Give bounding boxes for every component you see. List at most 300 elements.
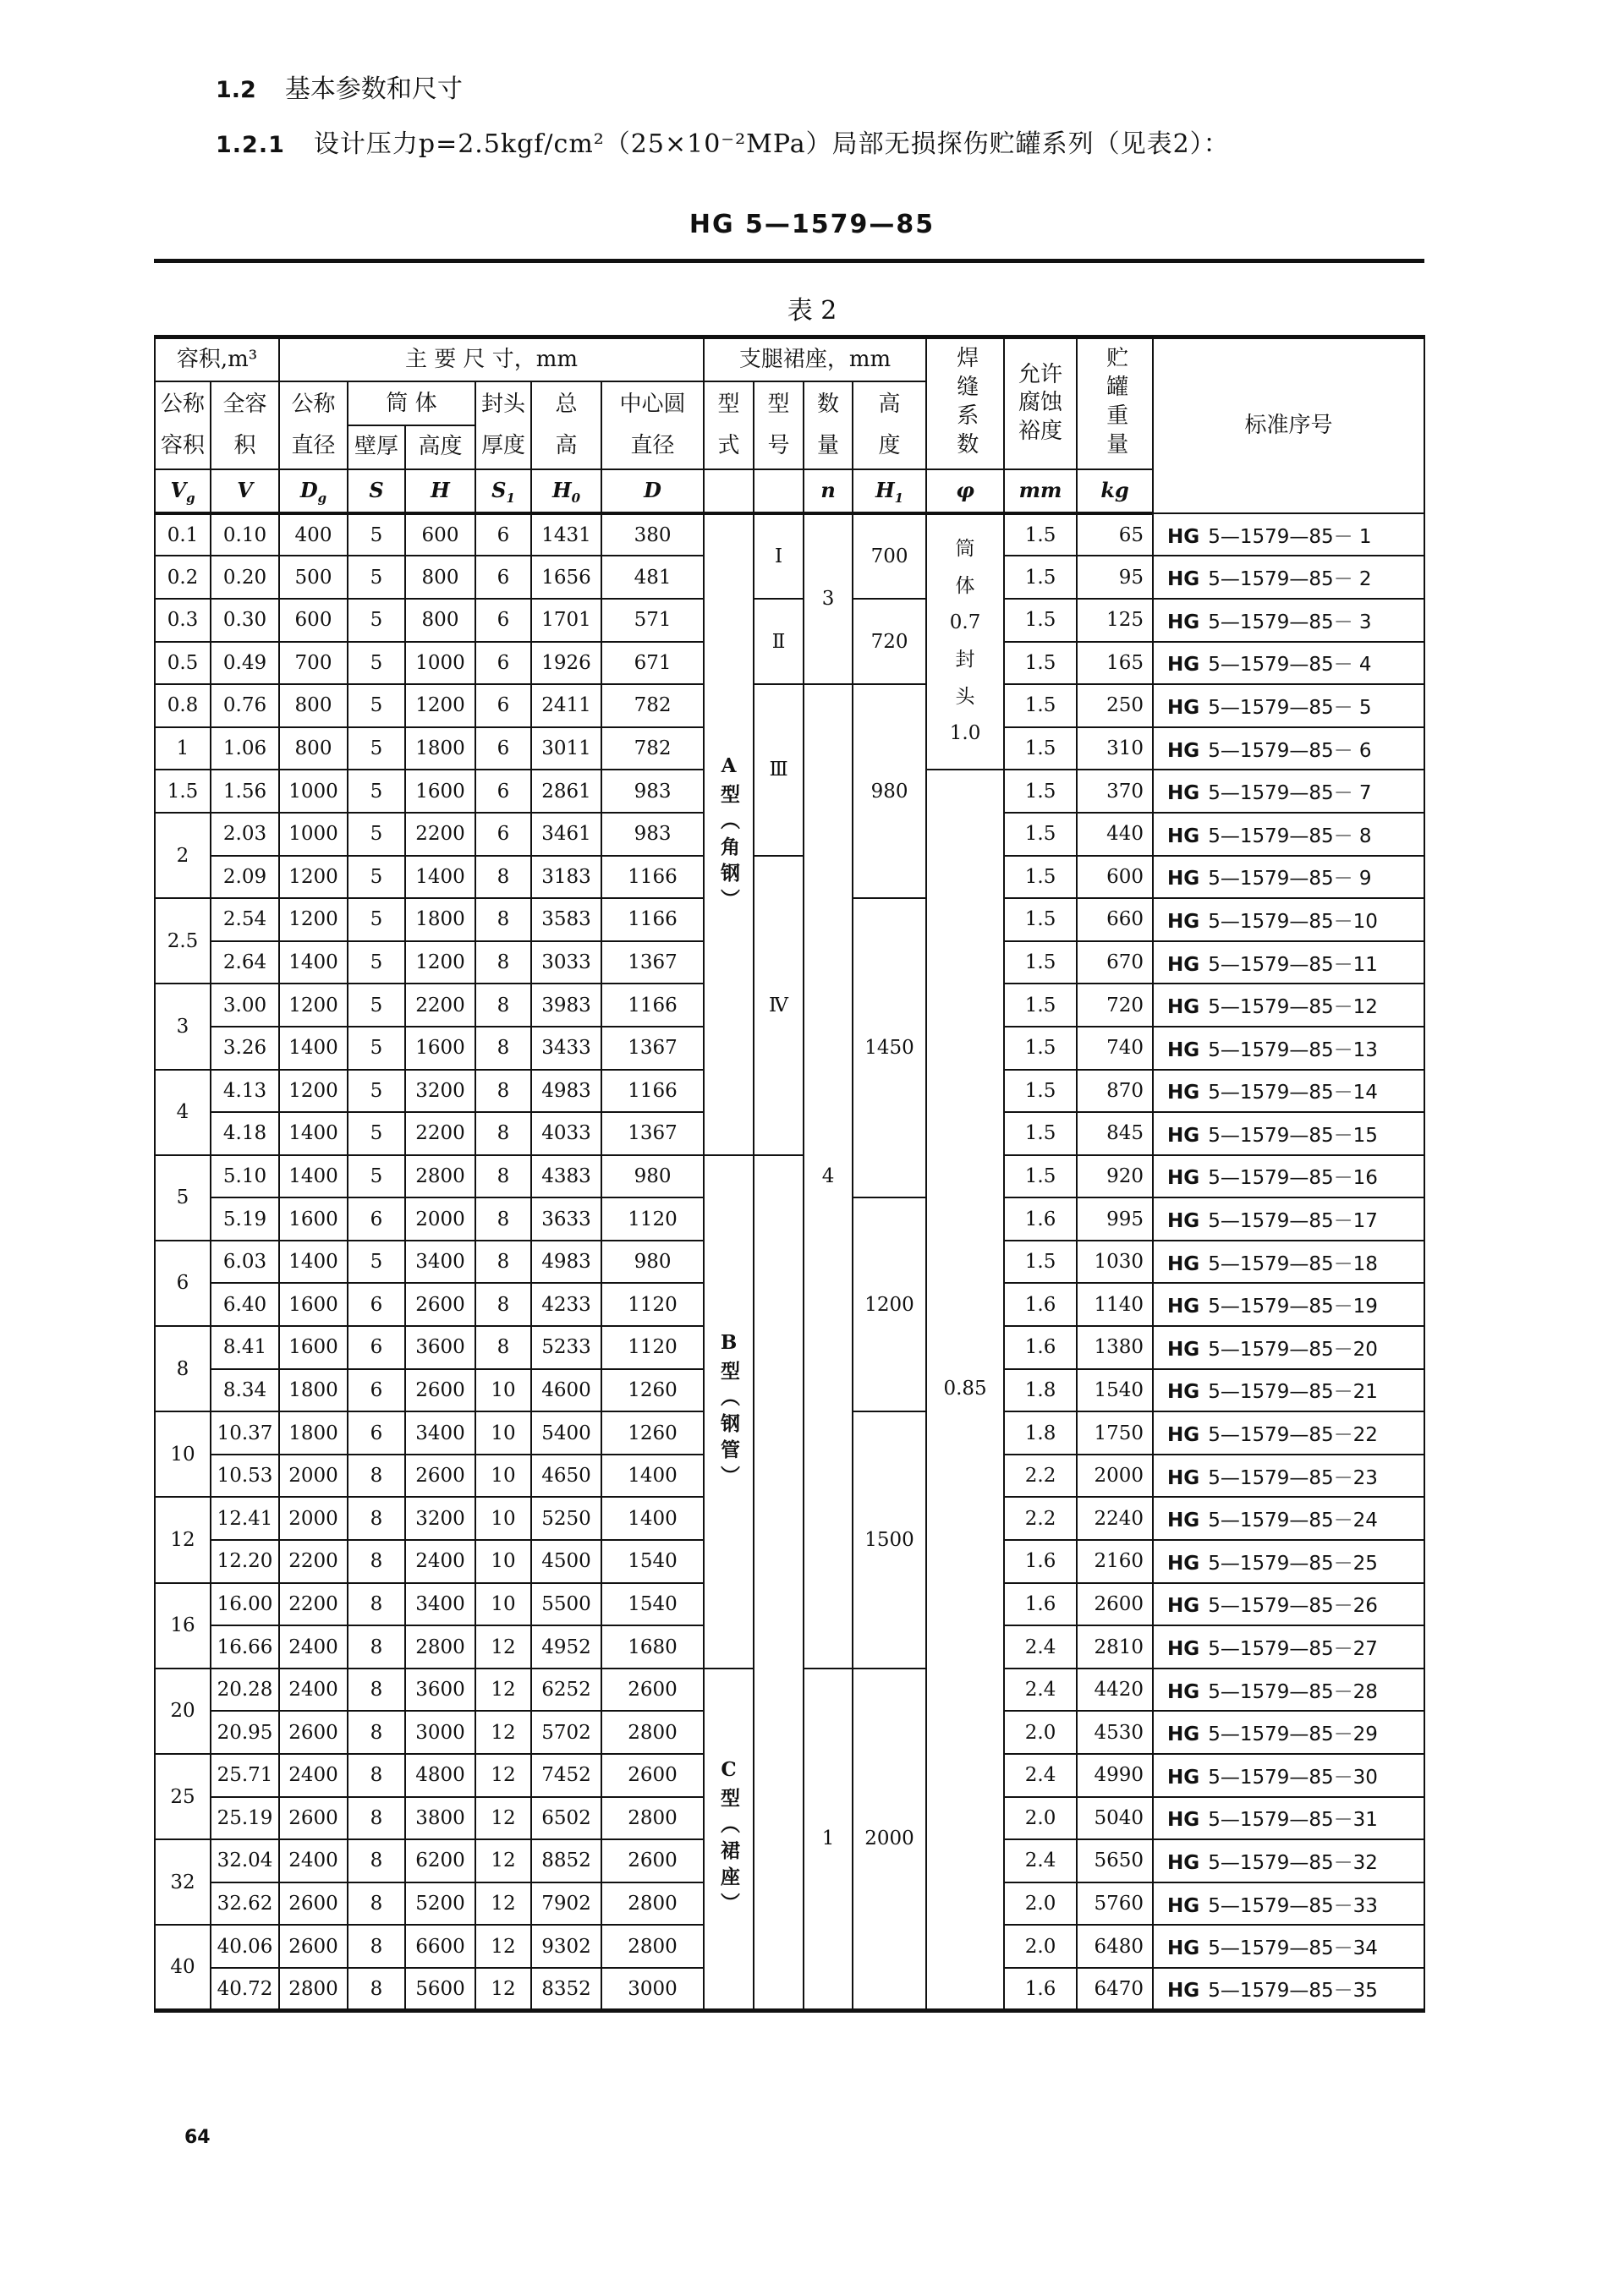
weld-coef-cell: [926, 513, 1004, 770]
support-style-label: C型（裙座）: [717, 1758, 741, 1920]
shell-height-cell: 3600: [405, 1669, 475, 1712]
standard-suffix: 5—1579—85－29: [1208, 1723, 1378, 1746]
total-height-cell: 3633: [531, 1197, 601, 1241]
nominal-volume-cell: 0.3: [155, 599, 211, 642]
corrosion-allowance-cell: 1.5: [1004, 1070, 1077, 1113]
header-model: [754, 381, 804, 469]
corrosion-allowance-cell: 2.4: [1004, 1669, 1077, 1712]
wall-thickness-cell: 5: [348, 898, 405, 941]
center-circle-diameter-cell: 1166: [601, 984, 704, 1027]
full-volume-cell: 2.09: [211, 856, 279, 899]
nominal-volume-cell: 3: [155, 984, 211, 1069]
total-height-cell: 3583: [531, 898, 601, 941]
nominal-volume-cell: 8: [155, 1326, 211, 1411]
nominal-diameter-cell: 1600: [279, 1197, 348, 1241]
standard-suffix: 5—1579—85－25: [1208, 1552, 1378, 1575]
weld-coef-line: 封: [955, 649, 975, 671]
standard-suffix: 5—1579—85－33: [1208, 1894, 1378, 1917]
center-circle-diameter-cell: 1367: [601, 1027, 704, 1070]
full-volume-cell: 8.41: [211, 1326, 279, 1369]
center-circle-diameter-cell: 671: [601, 642, 704, 685]
symbol-text: kg: [1100, 478, 1129, 503]
tank-weight-cell: 600: [1077, 856, 1153, 899]
table-body: [155, 513, 1424, 2011]
standard-suffix: 5—1579—85－17: [1208, 1210, 1378, 1233]
corrosion-allowance-cell: 1.5: [1004, 984, 1077, 1027]
full-volume-cell: 12.20: [211, 1540, 279, 1583]
total-height-cell: 8352: [531, 1968, 601, 2011]
full-volume-cell: 5.10: [211, 1155, 279, 1198]
shell-height-cell: 1200: [405, 941, 475, 984]
corrosion-allowance-cell: 1.5: [1004, 642, 1077, 685]
center-circle-diameter-cell: 2600: [601, 1839, 704, 1882]
head-thickness-cell: 6: [475, 599, 531, 642]
standard-prefix: HG: [1167, 1038, 1200, 1061]
header-quantity-label: 数量: [817, 391, 840, 459]
divider-rule: [154, 259, 1424, 263]
total-height-cell: 5702: [531, 1711, 601, 1754]
standard-prefix: HG: [1167, 1338, 1200, 1361]
support-style-cell: [704, 1669, 754, 2011]
header-support: 支腿裙座，mm: [704, 337, 926, 382]
total-height-cell: 3011: [531, 727, 601, 770]
head-thickness-cell: 6: [475, 556, 531, 599]
wall-thickness-cell: 8: [348, 1754, 405, 1797]
standard-prefix: HG: [1167, 1082, 1200, 1104]
support-style-cell: [704, 1155, 754, 1669]
total-height-cell: 5233: [531, 1326, 601, 1369]
full-volume-cell: 4.13: [211, 1070, 279, 1113]
standard-suffix: 5—1579—85－14: [1208, 1082, 1378, 1104]
tank-weight-cell: 2600: [1077, 1583, 1153, 1626]
support-model-cell: Ⅲ: [754, 684, 804, 855]
standard-prefix: HG: [1167, 1980, 1200, 2003]
nominal-diameter-cell: 1800: [279, 1411, 348, 1455]
tank-weight-cell: 1140: [1077, 1283, 1153, 1326]
table-row: [155, 684, 1424, 727]
total-height-cell: 8852: [531, 1839, 601, 1882]
full-volume-cell: 25.19: [211, 1797, 279, 1840]
wall-thickness-cell: 5: [348, 1155, 405, 1198]
standard-prefix: HG: [1167, 1809, 1200, 1832]
header-center-circle: [601, 381, 704, 469]
header-model-label: 型号: [767, 391, 790, 459]
table-row: [155, 1155, 1424, 1198]
standard-number-cell: [1153, 1711, 1424, 1754]
head-thickness-cell: 10: [475, 1540, 531, 1583]
standard-number: HG 5—1579—85: [689, 210, 935, 239]
wall-thickness-cell: 5: [348, 727, 405, 770]
standard-suffix: 5—1579—85－20: [1208, 1338, 1378, 1361]
head-thickness-cell: 6: [475, 513, 531, 556]
header-symbol: [804, 469, 853, 513]
standard-prefix: HG: [1167, 868, 1200, 890]
symbol-text: H: [875, 478, 895, 503]
standard-suffix: 5—1579—85－28: [1208, 1680, 1378, 1703]
full-volume-cell: 2.64: [211, 941, 279, 984]
corrosion-allowance-cell: 2.0: [1004, 1925, 1077, 1968]
header-std-no: 标准序号: [1153, 337, 1424, 513]
header-total-height: [531, 381, 601, 469]
header-quantity: [804, 381, 853, 469]
shell-height-cell: 3200: [405, 1070, 475, 1113]
standard-number-cell: [1153, 1925, 1424, 1968]
shell-height-cell: 600: [405, 513, 475, 556]
center-circle-diameter-cell: 1120: [601, 1283, 704, 1326]
nominal-diameter-cell: 2400: [279, 1839, 348, 1882]
center-circle-diameter-cell: 980: [601, 1155, 704, 1198]
header-symbol: [754, 469, 804, 513]
corrosion-allowance-cell: 1.6: [1004, 1197, 1077, 1241]
support-style-label: B型（钢管）: [717, 1331, 741, 1493]
standard-number-cell: [1153, 1283, 1424, 1326]
nominal-volume-cell: 12: [155, 1497, 211, 1582]
head-thickness-cell: 12: [475, 1797, 531, 1840]
support-height-cell: 2000: [853, 1669, 926, 2011]
header-symbol: [704, 469, 754, 513]
center-circle-diameter-cell: 1166: [601, 856, 704, 899]
total-height-cell: 9302: [531, 1925, 601, 1968]
header-nominal-volume-label: 公称容积: [161, 391, 206, 459]
nominal-diameter-cell: 1800: [279, 1369, 348, 1412]
wall-thickness-cell: 6: [348, 1197, 405, 1241]
tank-weight-cell: 1380: [1077, 1326, 1153, 1369]
standard-suffix: 5—1579—85－21: [1208, 1381, 1378, 1404]
standard-number-cell: [1153, 856, 1424, 899]
full-volume-cell: 32.62: [211, 1882, 279, 1926]
tank-weight-cell: 6480: [1077, 1925, 1153, 1968]
corrosion-allowance-cell: 2.4: [1004, 1625, 1077, 1669]
standard-suffix: 5—1579—85－23: [1208, 1466, 1378, 1489]
tank-weight-cell: 5650: [1077, 1839, 1153, 1882]
total-height-cell: 4650: [531, 1455, 601, 1498]
nominal-volume-cell: 0.2: [155, 556, 211, 599]
shell-height-cell: 1400: [405, 856, 475, 899]
support-quantity-cell: 3: [804, 513, 853, 684]
standard-number-cell: [1153, 556, 1424, 599]
head-thickness-cell: 8: [475, 1241, 531, 1284]
shell-height-cell: 5200: [405, 1882, 475, 1926]
nominal-volume-cell: 25: [155, 1754, 211, 1839]
shell-height-cell: 1200: [405, 684, 475, 727]
header-symbol: [531, 469, 601, 513]
subsection-heading: [216, 123, 1230, 160]
center-circle-diameter-cell: 2600: [601, 1669, 704, 1712]
header-wall-thickness: 壁厚: [348, 425, 405, 469]
total-height-cell: 1926: [531, 642, 601, 685]
total-height-cell: 3461: [531, 813, 601, 856]
head-thickness-cell: 6: [475, 727, 531, 770]
support-height-cell: 700: [853, 513, 926, 599]
wall-thickness-cell: 8: [348, 1925, 405, 1968]
full-volume-cell: 40.72: [211, 1968, 279, 2011]
header-weld-coef: [926, 337, 1004, 469]
nominal-volume-cell: 5: [155, 1155, 211, 1241]
center-circle-diameter-cell: 3000: [601, 1968, 704, 2011]
section-title: 基本参数和尺寸: [284, 74, 463, 104]
shell-height-cell: 2600: [405, 1369, 475, 1412]
head-thickness-cell: 8: [475, 1326, 531, 1369]
full-volume-cell: 0.76: [211, 684, 279, 727]
center-circle-diameter-cell: 1367: [601, 1112, 704, 1155]
header-full-volume-label: 全容积: [222, 391, 267, 459]
tank-weight-cell: 4530: [1077, 1711, 1153, 1754]
nominal-diameter-cell: 1600: [279, 1326, 348, 1369]
tank-parameters-table: [154, 335, 1425, 2013]
tank-weight-cell: 440: [1077, 813, 1153, 856]
head-thickness-cell: 12: [475, 1711, 531, 1754]
full-volume-cell: 8.34: [211, 1369, 279, 1412]
wall-thickness-cell: 5: [348, 556, 405, 599]
full-volume-cell: 0.49: [211, 642, 279, 685]
total-height-cell: 1431: [531, 513, 601, 556]
symbol-text: S: [369, 478, 384, 503]
standard-suffix: 5—1579—85－ 7: [1208, 782, 1372, 805]
wall-thickness-cell: 5: [348, 1241, 405, 1284]
head-thickness-cell: 8: [475, 898, 531, 941]
wall-thickness-cell: 6: [348, 1326, 405, 1369]
standard-prefix: HG: [1167, 568, 1200, 591]
standard-number-cell: [1153, 813, 1424, 856]
standard-number-cell: [1153, 1540, 1424, 1583]
total-height-cell: 6252: [531, 1669, 601, 1712]
standard-prefix: HG: [1167, 825, 1200, 847]
tank-weight-cell: 2240: [1077, 1497, 1153, 1540]
standard-prefix: HG: [1167, 611, 1200, 633]
standard-prefix: HG: [1167, 1766, 1200, 1789]
total-height-cell: 3433: [531, 1027, 601, 1070]
corrosion-allowance-cell: 1.8: [1004, 1411, 1077, 1455]
full-volume-cell: 16.00: [211, 1583, 279, 1626]
corrosion-allowance-cell: 1.5: [1004, 856, 1077, 899]
full-volume-cell: 12.41: [211, 1497, 279, 1540]
corrosion-allowance-cell: 1.5: [1004, 1112, 1077, 1155]
corrosion-allowance-cell: 1.6: [1004, 1283, 1077, 1326]
table-row: [155, 599, 1424, 642]
nominal-diameter-cell: 400: [279, 513, 348, 556]
page-number: 64: [184, 2127, 211, 2148]
header-corrosion-label: 允许腐蚀裕度: [1018, 361, 1063, 445]
header-symbol: [155, 469, 211, 513]
standard-number-cell: [1153, 1882, 1424, 1926]
header-symbol: [1004, 469, 1077, 513]
nominal-diameter-cell: 1400: [279, 1155, 348, 1198]
standard-number-cell: [1153, 1112, 1424, 1155]
standard-prefix: HG: [1167, 1680, 1200, 1703]
nominal-volume-cell: 0.5: [155, 642, 211, 685]
wall-thickness-cell: 8: [348, 1540, 405, 1583]
head-thickness-cell: 12: [475, 1839, 531, 1882]
shell-height-cell: 3200: [405, 1497, 475, 1540]
total-height-cell: 3983: [531, 984, 601, 1027]
full-volume-cell: 10.37: [211, 1411, 279, 1455]
standard-suffix: 5—1579—85－11: [1208, 953, 1378, 976]
wall-thickness-cell: 5: [348, 684, 405, 727]
nominal-diameter-cell: 1200: [279, 984, 348, 1027]
nominal-volume-cell: 0.8: [155, 684, 211, 727]
shell-height-cell: 6200: [405, 1839, 475, 1882]
nominal-diameter-cell: 1600: [279, 1283, 348, 1326]
full-volume-cell: 0.10: [211, 513, 279, 556]
standard-suffix: 5—1579—85－10: [1208, 910, 1378, 933]
wall-thickness-cell: 8: [348, 1625, 405, 1669]
full-volume-cell: 40.06: [211, 1925, 279, 1968]
standard-number-cell: [1153, 1797, 1424, 1840]
total-height-cell: 2861: [531, 770, 601, 813]
standard-number-cell: [1153, 1968, 1424, 2011]
standard-number-cell: [1153, 727, 1424, 770]
shell-height-cell: 1800: [405, 898, 475, 941]
wall-thickness-cell: 5: [348, 813, 405, 856]
head-thickness-cell: 10: [475, 1455, 531, 1498]
center-circle-diameter-cell: 1540: [601, 1583, 704, 1626]
shell-height-cell: 2000: [405, 1197, 475, 1241]
head-thickness-cell: 8: [475, 1027, 531, 1070]
header-volume: 容积,m³: [155, 337, 279, 382]
shell-height-cell: 800: [405, 556, 475, 599]
wall-thickness-cell: 5: [348, 941, 405, 984]
standard-prefix: HG: [1167, 1510, 1200, 1532]
center-circle-diameter-cell: 571: [601, 599, 704, 642]
standard-suffix: 5—1579—85－ 8: [1208, 825, 1372, 847]
center-circle-diameter-cell: 1680: [601, 1625, 704, 1669]
shell-height-cell: 2600: [405, 1283, 475, 1326]
center-circle-diameter-cell: 1120: [601, 1326, 704, 1369]
wall-thickness-cell: 8: [348, 1669, 405, 1712]
standard-number-cell: [1153, 1070, 1424, 1113]
wall-thickness-cell: 8: [348, 1839, 405, 1882]
standard-suffix: 5—1579—85－13: [1208, 1038, 1378, 1061]
center-circle-diameter-cell: 1166: [601, 898, 704, 941]
standard-number-cell: [1153, 1369, 1424, 1412]
center-circle-diameter-cell: 983: [601, 813, 704, 856]
full-volume-cell: 3.00: [211, 984, 279, 1027]
standard-prefix: HG: [1167, 525, 1200, 548]
standard-number-cell: [1153, 599, 1424, 642]
standard-suffix: 5—1579—85－27: [1208, 1638, 1378, 1661]
center-circle-diameter-cell: 782: [601, 727, 704, 770]
standard-prefix: HG: [1167, 1937, 1200, 1960]
header-weight: [1077, 337, 1153, 469]
header-shell-height: 高度: [405, 425, 475, 469]
head-thickness-cell: 12: [475, 1669, 531, 1712]
full-volume-cell: 4.18: [211, 1112, 279, 1155]
wall-thickness-cell: 8: [348, 1797, 405, 1840]
head-thickness-cell: 10: [475, 1369, 531, 1412]
full-volume-cell: 0.20: [211, 556, 279, 599]
full-volume-cell: 2.03: [211, 813, 279, 856]
head-thickness-cell: 8: [475, 984, 531, 1027]
nominal-diameter-cell: 2200: [279, 1540, 348, 1583]
shell-height-cell: 1800: [405, 727, 475, 770]
standard-number-cell: [1153, 1455, 1424, 1498]
head-thickness-cell: 10: [475, 1411, 531, 1455]
tank-weight-cell: 740: [1077, 1027, 1153, 1070]
header-style: [704, 381, 754, 469]
tank-weight-cell: 870: [1077, 1070, 1153, 1113]
nominal-volume-cell: 32: [155, 1839, 211, 1925]
wall-thickness-cell: 8: [348, 1455, 405, 1498]
center-circle-diameter-cell: 2800: [601, 1797, 704, 1840]
standard-suffix: 5—1579—85－ 4: [1208, 654, 1372, 677]
header-height: [853, 381, 926, 469]
shell-height-cell: 3800: [405, 1797, 475, 1840]
header-symbol: [405, 469, 475, 513]
full-volume-cell: 2.54: [211, 898, 279, 941]
total-height-cell: 3033: [531, 941, 601, 984]
standard-suffix: 5—1579—85－26: [1208, 1595, 1378, 1618]
total-height-cell: 5400: [531, 1411, 601, 1455]
standard-prefix: HG: [1167, 1124, 1200, 1147]
header-total-height-label: 总高: [555, 391, 578, 459]
nominal-volume-cell: 2.5: [155, 898, 211, 984]
standard-suffix: 5—1579—85－ 9: [1208, 868, 1372, 890]
full-volume-cell: 20.28: [211, 1669, 279, 1712]
head-thickness-cell: 8: [475, 1155, 531, 1198]
nominal-diameter-cell: 1000: [279, 813, 348, 856]
head-thickness-cell: 8: [475, 1112, 531, 1155]
header-nominal-volume: [155, 381, 211, 469]
center-circle-diameter-cell: 1400: [601, 1497, 704, 1540]
wall-thickness-cell: 5: [348, 1112, 405, 1155]
total-height-cell: 1701: [531, 599, 601, 642]
standard-prefix: HG: [1167, 696, 1200, 719]
header-main-dims: 主 要 尺 寸，mm: [279, 337, 704, 382]
support-height-cell: 1500: [853, 1411, 926, 1669]
head-thickness-cell: 8: [475, 1283, 531, 1326]
symbol-text: V: [237, 478, 253, 503]
standard-suffix: 5—1579—85－24: [1208, 1510, 1378, 1532]
head-thickness-cell: 6: [475, 684, 531, 727]
tank-weight-cell: 5040: [1077, 1797, 1153, 1840]
full-volume-cell: 32.04: [211, 1839, 279, 1882]
standard-prefix: HG: [1167, 996, 1200, 1019]
standard-suffix: 5—1579—85－30: [1208, 1766, 1378, 1789]
nominal-volume-cell: 10: [155, 1411, 211, 1497]
tank-weight-cell: 2810: [1077, 1625, 1153, 1669]
standard-suffix: 5—1579—85－ 3: [1208, 611, 1372, 633]
corrosion-allowance-cell: 1.5: [1004, 770, 1077, 813]
shell-height-cell: 2800: [405, 1625, 475, 1669]
center-circle-diameter-cell: 2800: [601, 1882, 704, 1926]
shell-height-cell: 2200: [405, 984, 475, 1027]
standard-suffix: 5—1579—85－35: [1208, 1980, 1378, 2003]
wall-thickness-cell: 5: [348, 984, 405, 1027]
corrosion-allowance-cell: 2.4: [1004, 1839, 1077, 1882]
symbol-text: D: [299, 478, 318, 503]
header-symbol: [1077, 469, 1153, 513]
header-nominal-diameter: [279, 381, 348, 469]
nominal-volume-cell: 1: [155, 727, 211, 770]
support-height-cell: 980: [853, 684, 926, 898]
symbol-text: φ: [956, 478, 974, 503]
subsection-text: 设计压力p=2.5kgf/cm²（25×10⁻²MPa）局部无损探伤贮罐系列（见表2）：: [313, 129, 1230, 159]
shell-height-cell: 6600: [405, 1925, 475, 1968]
tank-weight-cell: 4420: [1077, 1669, 1153, 1712]
center-circle-diameter-cell: 1367: [601, 941, 704, 984]
header-corrosion: [1004, 337, 1077, 469]
standard-suffix: 5—1579—85－22: [1208, 1424, 1378, 1447]
standard-number-cell: [1153, 1839, 1424, 1882]
support-quantity-cell: 4: [804, 684, 853, 1669]
head-thickness-cell: 8: [475, 856, 531, 899]
nominal-diameter-cell: 1200: [279, 856, 348, 899]
standard-number-cell: [1153, 1241, 1424, 1284]
support-quantity-cell: 1: [804, 1669, 853, 2011]
center-circle-diameter-cell: 1540: [601, 1540, 704, 1583]
total-height-cell: 4500: [531, 1540, 601, 1583]
nominal-volume-cell: 0.1: [155, 513, 211, 556]
